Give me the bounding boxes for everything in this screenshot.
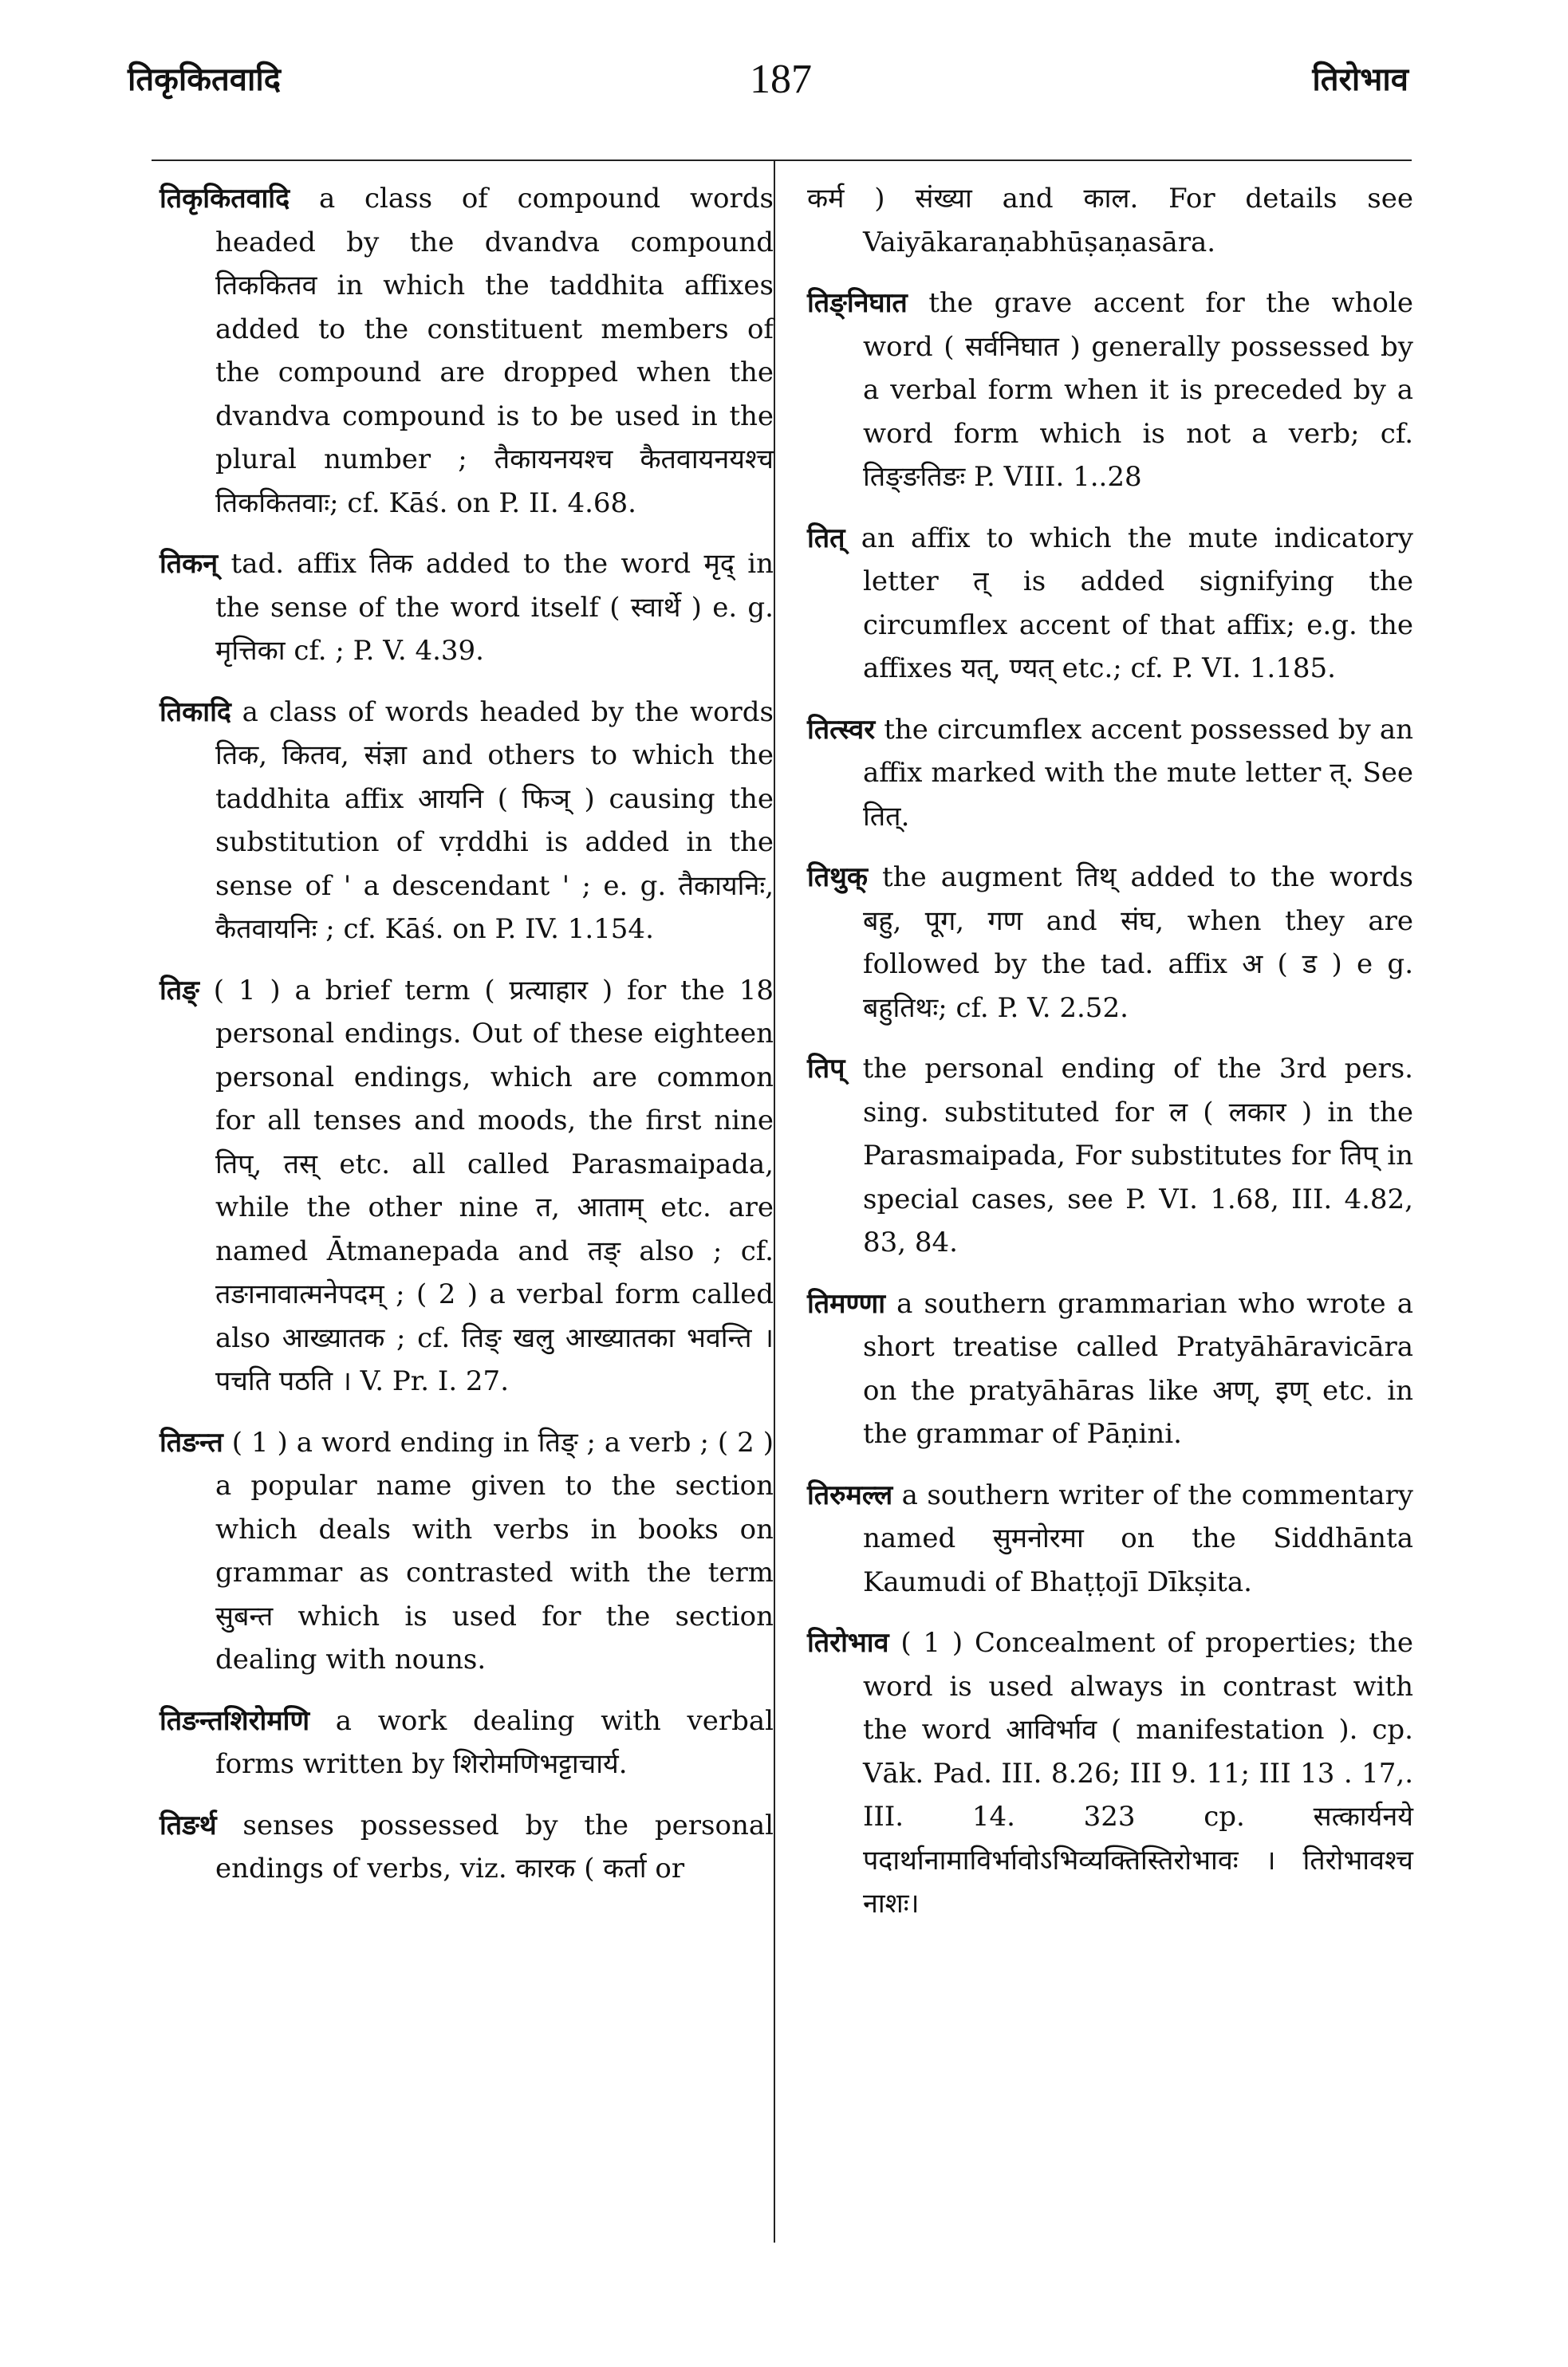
dictionary-entry (807, 1047, 1413, 1265)
dictionary-entry (807, 1474, 1413, 1605)
entry-definition: ( 1 ) a word ending in तिङ् ; a verb ; ( 2 ) a popular name given to the section which deals with verbs in books on grammar as contrasted with the term सुबन्त which is used for the section dealing with nouns. (215, 1426, 774, 1676)
dictionary-entry (807, 517, 1413, 691)
entry-headword: तिकन् (160, 548, 219, 580)
entry-headword: तिङन्तशिरोमणि (160, 1704, 310, 1737)
entry-headword: तिङन्त (160, 1426, 223, 1459)
column-divider (774, 161, 775, 2243)
running-head-left: तिकृकितवादि (128, 61, 281, 98)
entry-definition: कर्म ) संख्या and काल. For details see Vaiyākaraṇabhūṣaṇasāra. (807, 183, 1413, 258)
header-rule (152, 160, 1412, 161)
dictionary-entry (807, 1621, 1413, 1926)
entry-definition: a work dealing with verbal forms written by शिरोमणिभट्टाचार्य. (215, 1704, 774, 1780)
entry-headword: तिङ्निघात (807, 287, 908, 319)
entry-definition: senses possessed by the personal endings of verbs, viz. कारक ( कर्ता or (215, 1809, 774, 1885)
entry-headword: तिङ् (160, 974, 199, 1006)
dictionary-entry (160, 1421, 774, 1682)
page-number: 187 (750, 57, 812, 102)
entry-definition: a class of words headed by the words तिक, कितव, संज्ञा and others to which the taddhita affix आयनि ( फिञ् ) causing the substitution of vṛddhi is added in the sense of ' a descendant ' ; e. g. तैकायनिः, कैतवायनिः ; cf. Kāś. on P. IV. 1.154. (215, 695, 774, 945)
dictionary-entry (160, 1699, 774, 1786)
entry-definition: an affix to which the mute indicatory letter त् is added signifying the circumflex accent of that affix; e.g. the affixes यत्, ण्यत् etc.; cf. P. VI. 1.185. (861, 522, 1414, 684)
entry-definition: the personal ending of the 3rd pers. sing. substituted for ल ( लकार ) in the Parasmaipada, For substitutes for तिप् in special cases, see P. VI. 1.68, III. 4.82, 83, 84. (862, 1053, 1413, 1258)
dictionary-entry (160, 177, 774, 525)
entry-definition: the augment तिथ् added to the words बहु, पूग, गण and संघ, when they are followed by the tad. affix अ ( ड ) e g. बहुतिथः; cf. P. V. 2.52. (863, 861, 1413, 1024)
entry-headword: तिकादि (160, 695, 231, 728)
dictionary-entry (807, 708, 1413, 839)
entry-headword: तित्स्वर (807, 713, 876, 746)
running-head-right: तिरोभाव (1312, 61, 1408, 98)
entry-definition: the grave accent for the whole word ( सर्वनिघात ) generally possessed by a verbal form when it is preceded by a word form which is not a verb; cf. तिङ्ङतिङः P. VIII. 1..28 (863, 287, 1414, 493)
entry-headword: तिथुक् (807, 861, 869, 893)
entry-headword: तिकृकितवादि (160, 183, 290, 215)
dictionary-entry (160, 542, 774, 673)
dictionary-entry (160, 969, 774, 1404)
dictionary-entry (160, 691, 774, 951)
dictionary-entry (160, 1804, 774, 1891)
dictionary-entry (807, 856, 1413, 1030)
entry-headword: तिरोभाव (807, 1627, 889, 1659)
entry-definition: a southern writer of the commentary named सुमनोरमा on the Siddhānta Kaumudi of Bhaṭṭojī Dīkṣita. (863, 1479, 1413, 1598)
right-column (807, 177, 1413, 1944)
entry-headword: तिङर्थ (160, 1809, 217, 1841)
left-column (160, 177, 774, 1908)
entry-headword: तित् (807, 522, 845, 554)
entry-headword: तिप् (807, 1053, 845, 1085)
dictionary-entry (807, 282, 1413, 499)
entry-definition: ( 1 ) a brief term ( प्रत्याहार ) for the 18 personal endings. Out of these eighteen personal endings, which are common for all tenses and moods, the first nine तिप्, तस् etc. all called Parasmaipada, while the other nine त, आताम् etc. are named Ātmanepada and तङ् also ; cf. तङानावात्मनेपदम् ; ( 2 ) a verbal form called also आख्यातक ; cf. तिङ् खलु आख्यातका भवन्ति । पचति पठति । V. Pr. I. 27. (213, 974, 774, 1397)
entry-headword: तिरुमल्ल (807, 1479, 893, 1511)
dictionary-entry-continued (807, 177, 1413, 264)
entry-definition: a class of compound words headed by the dvandva compound तिककितव in which the taddhita affixes added to the constituent members of the compound are dropped when the dvandva compound is to be used in the plural number ; तैकायनयश्च कैतवायनयश्च तिककितवाः; cf. Kāś. on P. II. 4.68. (215, 183, 774, 519)
entry-definition: a southern grammarian who wrote a short treatise called Pratyāhāravicāra on the pratyāhāras like अण्, इण् etc. in the grammar of Pāṇini. (863, 1287, 1414, 1450)
entry-definition: the circumflex accent possessed by an affix marked with the mute letter त्. See तित्. (863, 713, 1413, 833)
entry-definition: ( 1 ) Concealment of properties; the word is used always in contrast with the word आविर्भाव ( manifestation ). cp. Vāk. Pad. III. 8.26; III 9. 11; III 13 . 17,. III. 14. 323 cp. सत्कार्यनये पदार्थानामाविर्भावोऽभिव्यक्तिस्तिरोभावः । तिरोभावश्च नाशः। (863, 1627, 1413, 1920)
entry-headword: तिमण्णा (807, 1287, 886, 1320)
entry-definition: tad. affix तिक added to the word मृद् in the sense of the word itself ( स्वार्थे ) e. g. मृत्तिका cf. ; P. V. 4.39. (215, 548, 774, 667)
dictionary-entry (807, 1282, 1413, 1456)
